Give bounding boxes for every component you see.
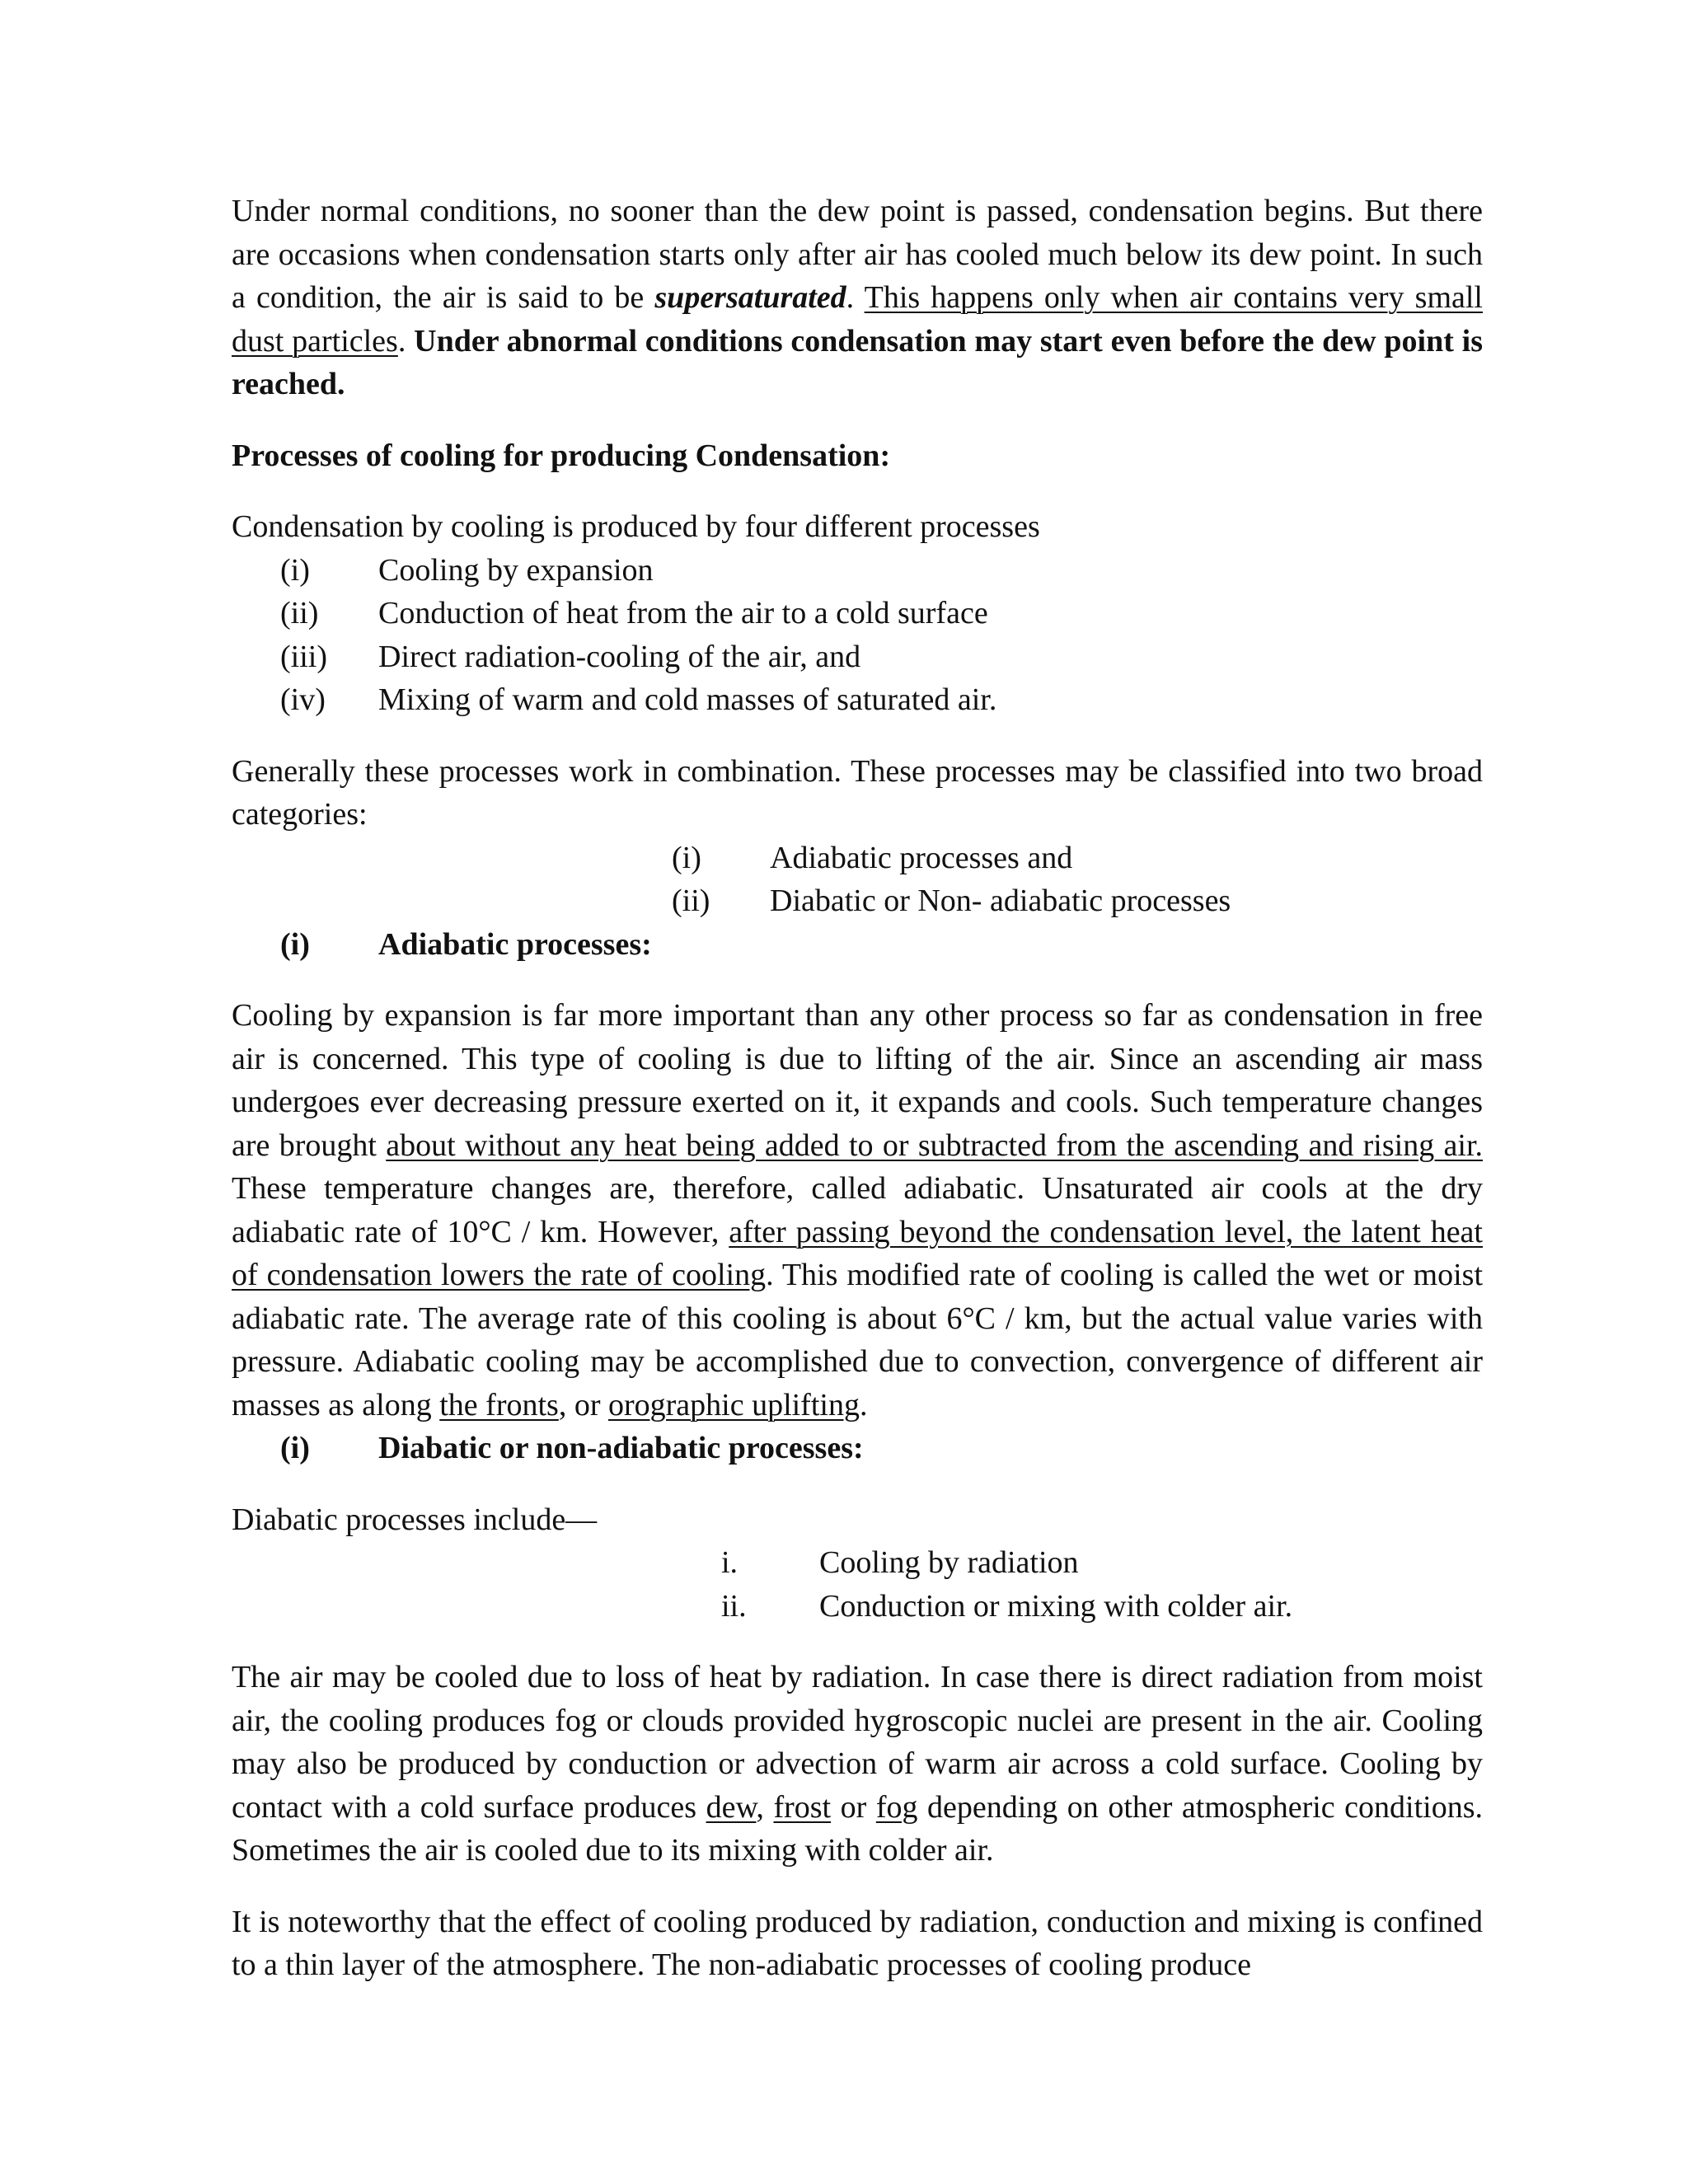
text-span: These temperature changes are, therefore, called adiabatic. Unsaturated air cools at the dry adiabatic rate of 10°C / km. However, bbox=[232, 1171, 1483, 1249]
list-number: (i) bbox=[672, 840, 701, 875]
paragraph-adiabatic bbox=[232, 994, 1483, 1427]
list-number: (iv) bbox=[280, 682, 326, 717]
intro-diabatic: Diabatic processes include— bbox=[232, 1502, 598, 1537]
paragraph-radiation bbox=[232, 1656, 1483, 1872]
list-item bbox=[280, 678, 1483, 722]
list-item bbox=[672, 837, 1483, 880]
underlined-text: frost bbox=[773, 1789, 832, 1825]
list-text: Conduction of heat from the air to a cold surface bbox=[378, 596, 988, 630]
bold-text: Under abnormal conditions condensation may start even before the dew point is reached. bbox=[232, 323, 1483, 401]
list-item bbox=[721, 1541, 1483, 1585]
list-text: Conduction or mixing with colder air. bbox=[819, 1588, 1293, 1624]
emphasis-supersaturated: supersaturated bbox=[654, 280, 846, 315]
diabatic-list bbox=[721, 1541, 1483, 1628]
list-number: i. bbox=[721, 1545, 738, 1580]
list-number: (iii) bbox=[280, 639, 327, 674]
document-page bbox=[232, 190, 1483, 1987]
text-span: or bbox=[831, 1789, 876, 1825]
list-text: Diabatic or Non- adiabatic processes bbox=[770, 883, 1231, 918]
text-span: . bbox=[859, 1387, 868, 1422]
list-number: (ii) bbox=[280, 596, 319, 630]
text-span: Under normal conditions, no sooner than the dew point is passed, condensation begins. But there are occasions when condensation starts only after air has cooled much below its dew point. In such a condition, the air is said to be bbox=[232, 194, 1483, 315]
paragraph-combination: Generally these processes work in combination. These processes may be classified into two broad categories: bbox=[232, 753, 1483, 832]
process-list bbox=[280, 549, 1483, 722]
heading-diabatic bbox=[232, 1427, 1483, 1470]
heading-text: Adiabatic processes: bbox=[378, 926, 652, 962]
list-item bbox=[672, 879, 1483, 923]
text-span: . bbox=[846, 280, 865, 315]
list-text: Cooling by radiation bbox=[819, 1545, 1079, 1580]
list-item bbox=[280, 549, 1483, 593]
underlined-text: dew bbox=[706, 1789, 757, 1825]
list-number: ii. bbox=[721, 1588, 747, 1624]
paragraph-supersaturation bbox=[232, 190, 1483, 406]
intro-processes: Condensation by cooling is produced by four different processes bbox=[232, 509, 1040, 544]
text-span: , or bbox=[558, 1387, 608, 1422]
list-text: Direct radiation-cooling of the air, and bbox=[378, 639, 861, 674]
text-span: . bbox=[397, 323, 415, 359]
list-item bbox=[280, 635, 1483, 679]
text-span: Cooling by expansion is far more important than any other process so far as condensation in free air is concerned. This type of cooling is due to lifting of the air. Since an ascending air mass undergoes ever decreasing pressure exerted on it, it expands and cools. Such temperature changes are brought bbox=[232, 998, 1483, 1163]
underlined-text: This happens only when air contains very small dust particles bbox=[232, 280, 1483, 359]
list-text: Cooling by expansion bbox=[378, 552, 654, 588]
underlined-text: fog bbox=[875, 1789, 918, 1825]
heading-text: Diabatic or non-adiabatic processes: bbox=[378, 1431, 864, 1465]
heading-number: (i) bbox=[280, 926, 310, 962]
list-number: (ii) bbox=[672, 883, 710, 918]
underlined-text: the fronts bbox=[439, 1387, 559, 1422]
text-span: , bbox=[756, 1789, 774, 1825]
heading-processes: Processes of cooling for producing Condensation: bbox=[232, 438, 891, 473]
underlined-text: after passing beyond the condensation level, the latent heat of condensation lowers the rate of cooling bbox=[232, 1214, 1483, 1292]
underlined-text: orographic uplifting bbox=[607, 1387, 860, 1422]
text-span: The air may be cooled due to loss of heat by radiation. In case there is direct radiation from moist air, the cooling produces fog or clouds provided hygroscopic nuclei are present in the air. Cooling may also be produced by conduction or advection of warm air across a cold surface. Cooling by contact with a cold surface produces bbox=[232, 1660, 1483, 1825]
list-number: (i) bbox=[280, 552, 310, 588]
text-span: . This modified rate of cooling is called the wet or moist adiabatic rate. The average rate of this cooling is about 6°C / km, but the actual value varies with pressure. Adiabatic cooling may be accomplished due to convection, convergence of different air masses as along bbox=[232, 1258, 1484, 1422]
text-span: depending on other atmospheric conditions. Sometimes the air is cooled due to its mixing with colder air. bbox=[232, 1789, 1483, 1868]
category-list bbox=[672, 837, 1483, 923]
heading-adiabatic bbox=[232, 923, 1483, 967]
paragraph-noteworthy: It is noteworthy that the effect of cooling produced by radiation, conduction and mixing is confined to a thin layer of the atmosphere. The non-adiabatic processes of cooling produce bbox=[232, 1904, 1483, 1982]
heading-number: (i) bbox=[280, 1431, 310, 1465]
list-text: Mixing of warm and cold masses of saturated air. bbox=[378, 682, 997, 717]
list-item bbox=[280, 592, 1483, 635]
list-item bbox=[721, 1585, 1483, 1629]
underlined-text: about without any heat being added to or subtracted from the ascending and rising air. bbox=[386, 1127, 1483, 1163]
list-text: Adiabatic processes and bbox=[770, 840, 1073, 875]
